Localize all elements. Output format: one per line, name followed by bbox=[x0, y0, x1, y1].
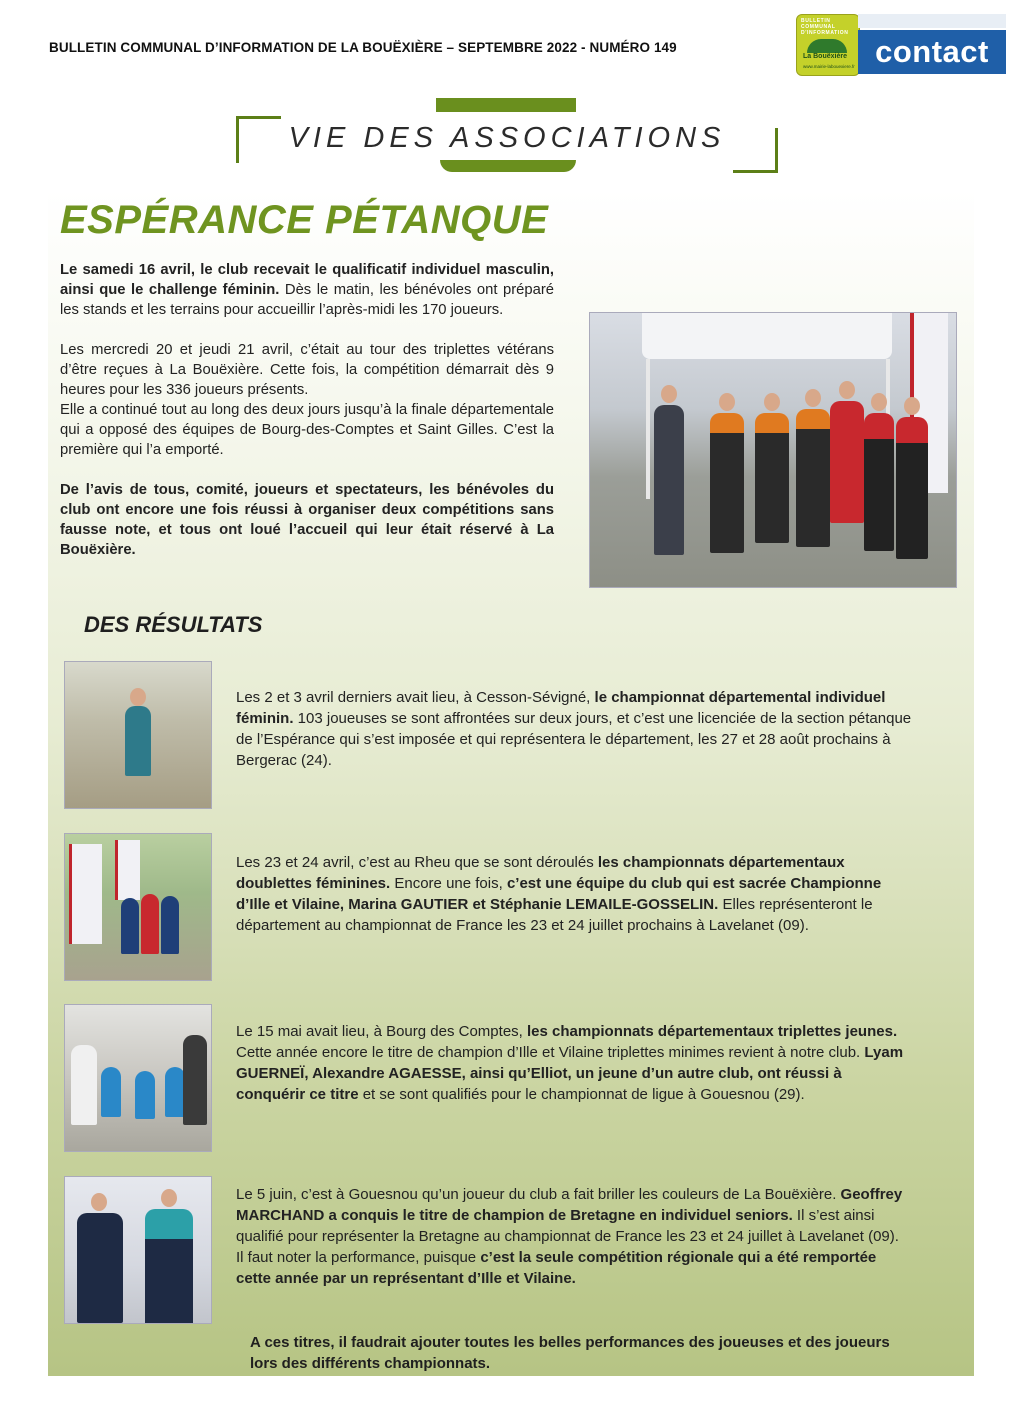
person-head bbox=[661, 385, 677, 403]
section-title: VIE DES ASSOCIATIONS bbox=[288, 122, 726, 154]
result-text-2 bbox=[236, 852, 912, 936]
banner-flag bbox=[69, 844, 102, 944]
person bbox=[145, 1209, 193, 1324]
intro-p2-a: Les mercredi 20 et jeudi 21 avril, c’était au tour des triplettes vétérans d’être reçues à La Bouëxière. Cette fois, la compétition démarrait dès 9 heures pour les 336 joueurs présents. bbox=[60, 342, 554, 398]
person bbox=[183, 1035, 207, 1125]
badge-url-text: www.mairie-labouexiere.fr bbox=[803, 64, 855, 69]
r4-text-a: Le 5 juin, c’est à Gouesnou qu’un joueur du club a fait briller les couleurs de La Bouëxière. bbox=[236, 1186, 841, 1203]
badge-town-text: La Bouëxière bbox=[803, 53, 847, 60]
person bbox=[755, 413, 789, 543]
r3-text-bold-1: les championnats départementaux triplettes jeunes. bbox=[527, 1023, 898, 1040]
person-head bbox=[764, 393, 780, 411]
person bbox=[141, 894, 159, 954]
r4-text-bold-1: Geoffrey MARCHAND a conquis le titre de champion de Bretagne en individuel seniors. bbox=[236, 1186, 903, 1224]
result-text-1 bbox=[236, 687, 912, 771]
person bbox=[161, 896, 179, 954]
intro-paragraph-2 bbox=[60, 340, 554, 460]
article-intro bbox=[60, 260, 554, 580]
r4-text-bold-2: c’est la seule compétition régionale qui a été remportée cette année par un représentant d’Ille et Vilaine. bbox=[236, 1249, 877, 1287]
commune-badge-logo bbox=[796, 14, 860, 76]
tent-canopy bbox=[642, 313, 892, 359]
section-banner bbox=[236, 98, 778, 176]
person bbox=[77, 1213, 123, 1323]
contact-logo bbox=[796, 12, 1008, 78]
result-photo-bretagne bbox=[64, 1176, 212, 1324]
intro-p1-rest: Dès le matin, les bénévoles ont préparé les stands et les terrains pour accueillir l’après-midi les 170 joueurs. bbox=[60, 282, 554, 318]
team-photo bbox=[589, 312, 957, 588]
intro-paragraph-3: De l’avis de tous, comité, joueurs et spectateurs, les bénévoles du club ont encore une fois réussi à organiser deux compétitions sans fausse note, et tous ont loué l’accueil qui leur était réservé à La Bouëxière. bbox=[60, 482, 554, 558]
banner-tab bbox=[436, 98, 576, 112]
intro-paragraph-1 bbox=[60, 260, 554, 320]
result-photo-doublettes bbox=[64, 833, 212, 981]
person bbox=[135, 1071, 155, 1119]
r3-text-bold-2: Lyam GUERNEÏ, Alexandre AGAESSE, ainsi qu’Elliot, un jeune d’un autre club, ont réussi à conquérir ce titre bbox=[236, 1044, 904, 1103]
result-text-3 bbox=[236, 1021, 912, 1105]
person-head bbox=[871, 393, 887, 411]
person bbox=[710, 413, 744, 553]
person bbox=[121, 898, 139, 954]
article-title: ESPÉRANCE PÉTANQUE bbox=[60, 198, 549, 242]
person-head bbox=[839, 381, 855, 399]
bulletin-header-title: BULLETIN COMMUNAL D’INFORMATION DE LA BOUËXIÈRE – SEPTEMBRE 2022 - NUMÉRO 149 bbox=[49, 40, 677, 55]
badge-top-text: BULLETIN COMMUNAL D'INFORMATION bbox=[801, 18, 849, 36]
r1-text-bold: le championnat départemental individuel féminin. bbox=[236, 689, 886, 727]
r2-text-c: Encore une fois, bbox=[390, 875, 507, 892]
result-photo-individual-feminin bbox=[64, 661, 212, 809]
person-head bbox=[719, 393, 735, 411]
r1-text-a: Les 2 et 3 avril derniers avait lieu, à Cesson-Sévigné, bbox=[236, 689, 595, 706]
result-text-4 bbox=[236, 1184, 912, 1289]
person-head bbox=[904, 397, 920, 415]
hill-icon bbox=[807, 39, 847, 53]
r1-text-c: 103 joueuses se sont affrontées sur deux jours, et c’est une licenciée de la section pétanque de l’Espérance qui s’est imposée et qui représentera le département, les 27 et 28 août prochains à Bergerac (24). bbox=[236, 710, 912, 769]
r2-text-bold-2: c’est une équipe du club qui est sacrée Championne d’Ille et Vilaine, Marina GAUTIER et Stéphanie LEMAILE-GOSSELIN. bbox=[236, 875, 882, 913]
person bbox=[864, 413, 894, 551]
person bbox=[654, 405, 684, 555]
r2-text-a: Les 23 et 24 avril, c’est au Rheu que se sont déroulés bbox=[236, 854, 598, 871]
r2-text-e: Elles représenteront le département au championnat de France les 23 et 24 juillet prochains à Lavelanet (09). bbox=[236, 896, 873, 934]
r4-text-d: Il faut noter la performance, puisque bbox=[236, 1249, 481, 1266]
r2-text-bold-1: les championnats départementaux doublettes féminines. bbox=[236, 854, 845, 892]
intro-p1-bold: Le samedi 16 avril, le club recevait le qualificatif individuel masculin, ainsi que le challenge féminin. bbox=[60, 262, 554, 298]
person-head bbox=[805, 389, 821, 407]
banner-flag bbox=[115, 840, 140, 900]
logo-strip bbox=[858, 14, 1006, 28]
person bbox=[830, 401, 864, 523]
closing-note: A ces titres, il faudrait ajouter toutes les belles performances des joueuses et des joueurs lors des différents championnats. bbox=[250, 1334, 890, 1372]
person-head bbox=[91, 1193, 107, 1211]
person bbox=[71, 1045, 97, 1125]
result-photo-triplettes-jeunes bbox=[64, 1004, 212, 1152]
contact-wordmark: contact bbox=[858, 30, 1006, 74]
results-heading: DES RÉSULTATS bbox=[84, 612, 263, 637]
person bbox=[101, 1067, 121, 1117]
person bbox=[796, 409, 830, 547]
r3-text-c: Cette année encore le titre de champion d’Ille et Vilaine triplettes minimes revient à notre club. bbox=[236, 1044, 865, 1061]
banner-bottom-shape bbox=[440, 160, 576, 172]
r4-text-c: Il s’est ainsi qualifié pour représenter la Bretagne au championnat de France les 23 et 24 juillet à Lavelanet (09). bbox=[236, 1207, 899, 1245]
intro-p2-b: Elle a continué tout au long des deux jours jusqu’à la finale départementale qui a opposé des équipes de Bourg-des-Comptes et Saint Gilles. C’est la première qui l’a emporté. bbox=[60, 402, 554, 458]
r3-text-a: Le 15 mai avait lieu, à Bourg des Comptes, bbox=[236, 1023, 527, 1040]
person bbox=[165, 1067, 185, 1117]
person-head bbox=[161, 1189, 177, 1207]
person bbox=[896, 417, 928, 559]
person-head bbox=[130, 688, 146, 706]
person bbox=[125, 706, 151, 776]
tent-pole bbox=[646, 359, 650, 499]
r3-text-e: et se sont qualifiés pour le championnat de ligue à Gouesnou (29). bbox=[358, 1086, 805, 1103]
